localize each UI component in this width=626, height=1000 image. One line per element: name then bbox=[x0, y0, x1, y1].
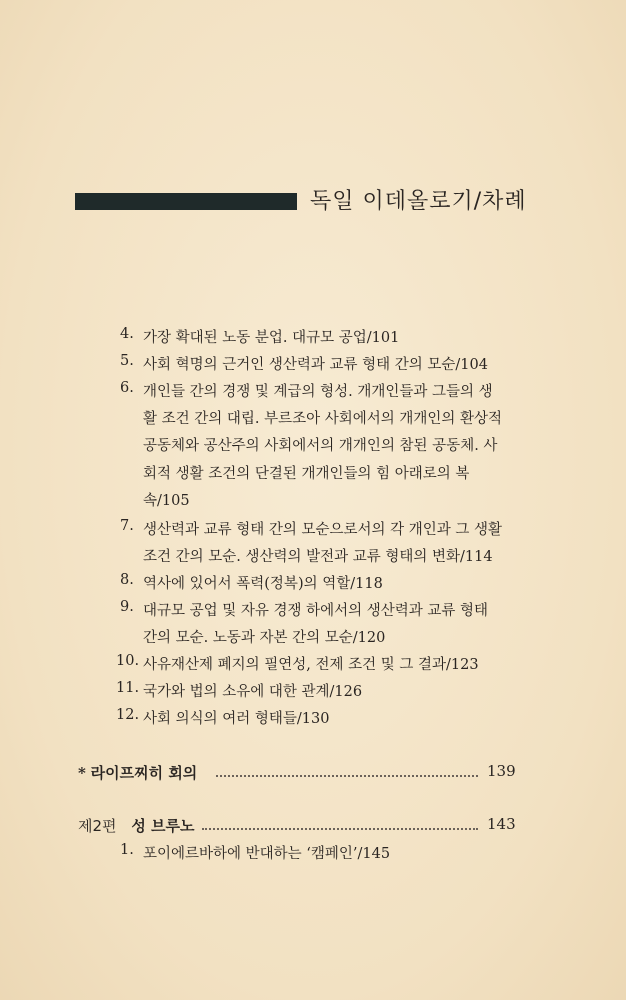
page-number: 139 bbox=[487, 762, 516, 780]
page-title: 독일 이데올로기/차례 bbox=[310, 189, 527, 214]
entry-text: 역사에 있어서 폭력(정복)의 역할/118 bbox=[143, 576, 383, 592]
entry-number: 4. bbox=[120, 326, 134, 342]
entry-number: 11. bbox=[116, 680, 140, 696]
entry-text: 사유재산제 폐지의 필연성, 전제 조건 및 그 결과/123 bbox=[143, 657, 479, 673]
part-label: 제2편 bbox=[78, 817, 117, 835]
entry-text: 속/105 bbox=[143, 493, 190, 509]
entry-number: 12. bbox=[116, 707, 140, 723]
entry-number: 6. bbox=[120, 380, 134, 396]
entry-number: 9. bbox=[120, 599, 134, 615]
dot-leader bbox=[202, 828, 478, 830]
section-leipzig bbox=[78, 762, 197, 783]
entry-number: 7. bbox=[120, 518, 134, 534]
page-number: 143 bbox=[487, 815, 516, 833]
entry-text: 국가와 법의 소유에 대한 관계/126 bbox=[143, 684, 363, 700]
entry-text: 개인들 간의 경쟁 및 계급의 형성. 개개인들과 그들의 생 bbox=[143, 384, 493, 400]
entry-number: 8. bbox=[120, 572, 134, 588]
entry-text: 조건 간의 모순. 생산력의 발전과 교류 형태의 변화/114 bbox=[143, 549, 493, 565]
entry-text: 대규모 공업 및 자유 경쟁 하에서의 생산력과 교류 형태 bbox=[143, 603, 489, 619]
section-title: 라이프찌히 회의 bbox=[90, 764, 198, 782]
part-title: 성 브루노 bbox=[131, 817, 195, 835]
part-heading bbox=[78, 815, 195, 836]
header-bar bbox=[75, 193, 297, 210]
entry-number: 10. bbox=[116, 653, 140, 669]
entry-text: 공동체와 공산주의 사회에서의 개개인의 참된 공동체. 사 bbox=[143, 438, 498, 454]
entry-text: 사회 의식의 여러 형태들/130 bbox=[143, 711, 330, 727]
entry-text: 회적 생활 조건의 단결된 개개인들의 힘 아래로의 복 bbox=[143, 466, 470, 482]
entry-number: 1. bbox=[120, 842, 134, 858]
entry-text: 간의 모순. 노동과 자본 간의 모순/120 bbox=[143, 630, 386, 646]
entry-text: 포이에르바하에 반대하는 ‘캠페인’/145 bbox=[143, 846, 391, 862]
entry-text: 사회 혁명의 근거인 생산력과 교류 형태 간의 모순/104 bbox=[143, 357, 488, 373]
entry-text: 가장 확대된 노동 분업. 대규모 공업/101 bbox=[143, 330, 400, 346]
entry-text: 생산력과 교류 형태 간의 모순으로서의 각 개인과 그 생활 bbox=[143, 522, 503, 538]
dot-leader bbox=[216, 775, 478, 777]
entry-text: 활 조건 간의 대립. 부르조아 사회에서의 개개인의 환상적 bbox=[143, 411, 503, 427]
entry-number: 5. bbox=[120, 353, 134, 369]
asterisk-marker: * bbox=[78, 764, 86, 782]
